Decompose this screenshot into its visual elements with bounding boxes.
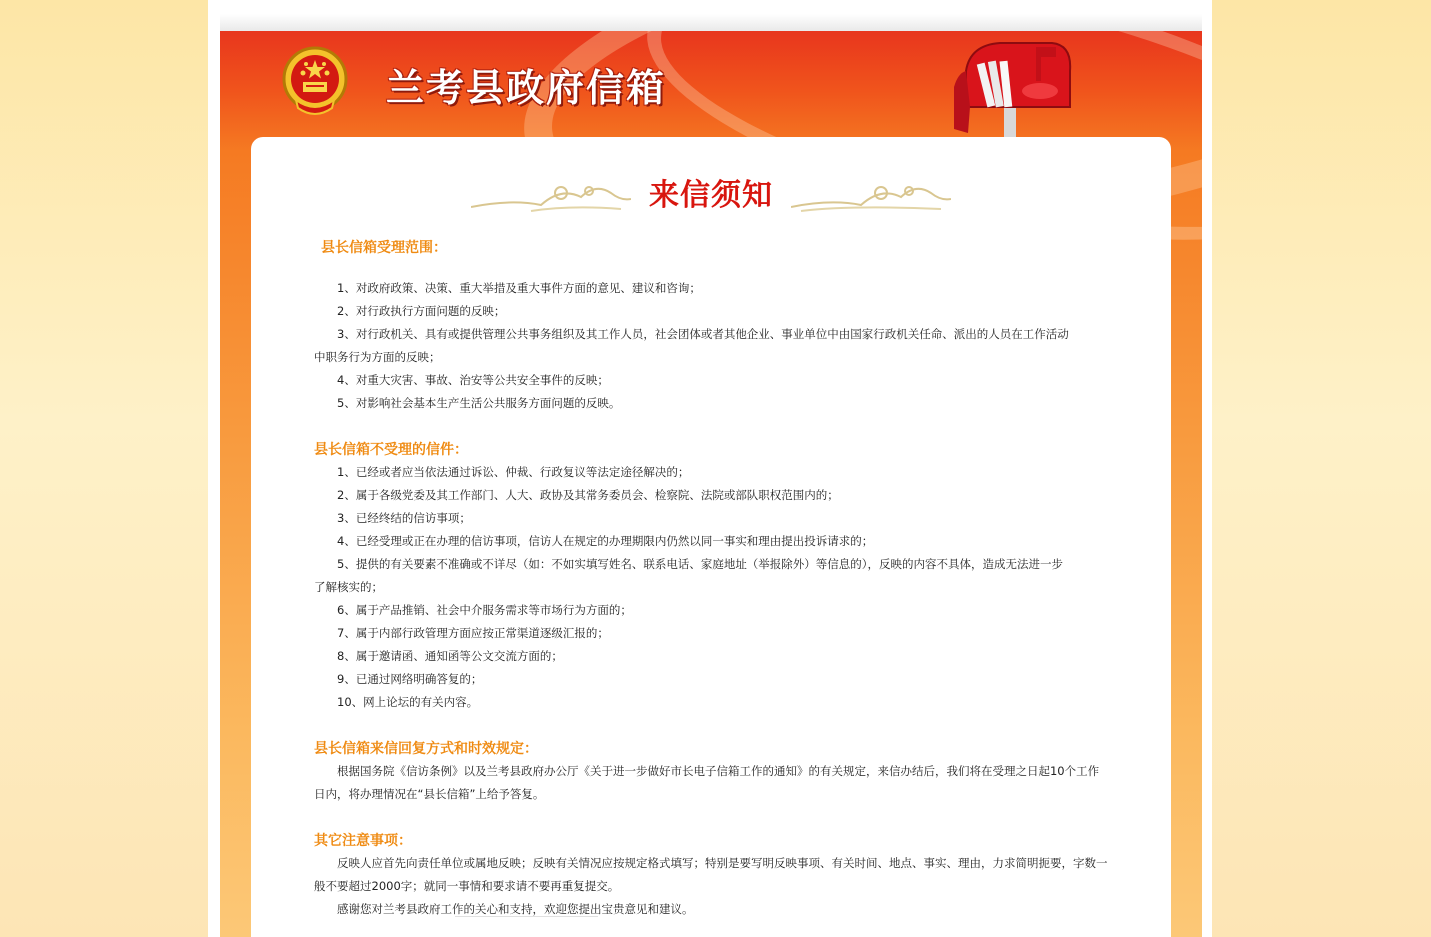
notice-title: 来信须知 [649, 178, 773, 213]
floral-ornament-icon [471, 177, 631, 217]
notice-panel [251, 137, 1171, 937]
reply-text: 根据国务院《信访条例》以及兰考县政府办公厅《关于进一步做好市长电子信箱工作的通知》的有关规定，来信办结后，我们将在受理之日起10个工作日内，将办理情况在“县长信箱”上给予答复。 [314, 764, 1100, 801]
header-frame [220, 31, 1202, 937]
excluded-item: 5、提供的有关要素不准确或不详尽（如：不如实填写姓名、联系电话、家庭地址（举报除外）等信息的），反映的内容不具体，造成无法进一步 [337, 557, 1064, 571]
scope-item: 2、对行政执行方面问题的反映； [337, 304, 506, 318]
excluded-item: 4、已经受理或正在办理的信访事项，信访人在规定的办理期限内仍然以同一事实和理由提出投诉请求的； [337, 534, 874, 548]
excluded-item: 1、已经或者应当依法通过诉讼、仲裁、行政复议等法定途径解决的； [337, 465, 690, 479]
excluded-item: 6、属于产品推销、社会中介服务需求等市场行为方面的； [337, 603, 632, 617]
reply-title: 县长信箱来信回复方式和时效规定： [314, 741, 538, 757]
scope-item: 中职务行为方面的反映； [314, 350, 441, 364]
divider [455, 916, 598, 917]
excluded-item: 10、网上论坛的有关内容。 [337, 695, 479, 709]
excluded-item: 了解核实的； [314, 580, 383, 594]
scope-item: 3、对行政机关、具有或提供管理公共事务组织及其工作人员，社会团体或者其他企业、事业单位中由国家行政机关任命、派出的人员在工作活动 [337, 327, 1069, 341]
thanks-text: 感谢您对兰考县政府工作的关心和支持，欢迎您提出宝贵意见和建议。 [337, 902, 694, 916]
scope-item: 4、对重大灾害、事故、治安等公共安全事件的反映； [337, 373, 609, 387]
floral-ornament-icon [791, 177, 951, 217]
mailbox-icon [948, 37, 1078, 141]
other-title: 其它注意事项： [314, 833, 412, 849]
excluded-item: 7、属于内部行政管理方面应按正常渠道逐级汇报的； [337, 626, 609, 640]
scope-item: 5、对影响社会基本生产生活公共服务方面问题的反映。 [337, 396, 621, 410]
excluded-item: 9、已通过网络明确答复的； [337, 672, 483, 686]
scope-item: 1、对政府政策、决策、重大举措及重大事件方面的意见、建议和咨询； [337, 281, 701, 295]
national-emblem-icon [282, 46, 348, 120]
excluded-item: 2、属于各级党委及其工作部门、人大、政协及其常务委员会、检察院、法院或部队职权范围内的； [337, 488, 839, 502]
excluded-item: 8、属于邀请函、通知函等公文交流方面的； [337, 649, 563, 663]
page-container [208, 0, 1212, 937]
notice-heading [251, 173, 1171, 223]
excluded-title: 县长信箱不受理的信件： [314, 442, 468, 458]
site-title: 兰考县政府信箱 [386, 66, 667, 110]
scope-title: 县长信箱受理范围： [321, 240, 447, 256]
top-bar [220, 14, 1202, 31]
excluded-item: 3、已经终结的信访事项； [337, 511, 471, 525]
other-text: 反映人应首先向责任单位或属地反映；反映有关情况应按规定格式填写；特别是要写明反映事项、有关时间、地点、事实、理由，力求简明扼要，字数一般不要超过2000字；就同一事情和要求请不要再重复提交。 [314, 856, 1108, 893]
